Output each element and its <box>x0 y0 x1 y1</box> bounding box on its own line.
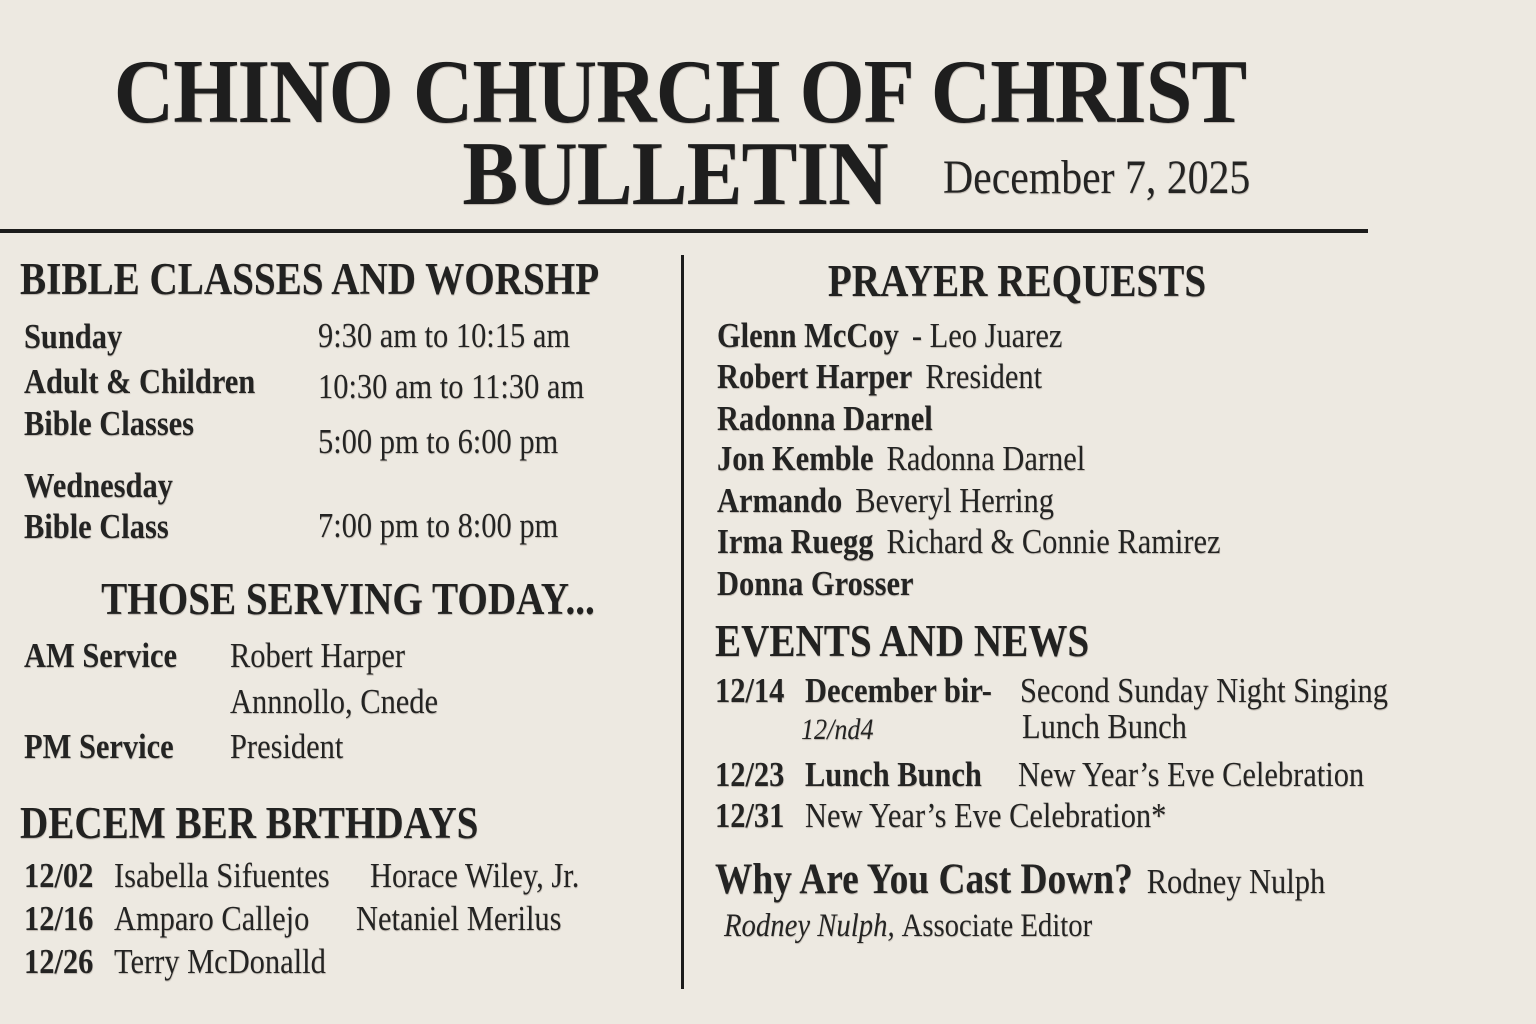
event-date: 12/31 <box>715 796 785 835</box>
prayer-name: Robert Harper <box>717 357 913 396</box>
serving-heading: THOSE SERVING TODAY... <box>101 574 595 624</box>
prayer-detail: - Leo Juarez <box>911 316 1063 355</box>
birthday-name: Isabella Sifuentes <box>114 856 330 895</box>
schedule-label: Adult & Children <box>24 362 256 401</box>
prayer-name: Armando <box>717 481 843 520</box>
article-author: Rodney Nulph <box>1146 862 1326 901</box>
birthday-name: Terry McDonalld <box>114 942 326 981</box>
birthdays-heading: DECEM BER BRTHDAYS <box>20 798 479 848</box>
birthday-name: Netaniel Merilus <box>356 899 562 938</box>
birthday-date: 12/26 <box>24 942 94 981</box>
article-title: Why Are You Cast Down? <box>715 856 1133 903</box>
prayer-name: Glenn McCoy <box>717 316 899 355</box>
bulletin-date: December 7, 2025 <box>943 151 1251 204</box>
prayer-name: Donna Grosser <box>717 564 914 603</box>
serving-pm-name: President <box>230 727 344 766</box>
prayer-name: Radonna Darnel <box>717 399 933 438</box>
event-date: 12/14 <box>715 671 785 710</box>
article-title-row <box>715 856 1325 903</box>
event-title: New Year’s Eve Celebration* <box>805 796 1167 835</box>
birthday-date: 12/16 <box>24 899 94 938</box>
event-note: Lunch Bunch <box>1022 707 1187 746</box>
events-heading: EVENTS AND NEWS <box>715 616 1090 666</box>
birthday-date: 12/02 <box>24 856 94 895</box>
serving-am-name: Robert Harper <box>230 636 406 675</box>
prayer-row <box>717 358 1042 397</box>
birthday-name: Amparo Callejo <box>114 899 310 938</box>
schedule-label: Sunday <box>24 317 123 356</box>
column-divider-line <box>681 255 684 989</box>
prayer-name: Irma Ruegg <box>717 522 874 561</box>
prayer-detail: Richard & Connie Ramirez <box>886 522 1221 561</box>
byline-role: Associate Editor <box>901 908 1093 944</box>
bible-classes-heading: BIBLE CLASSES AND WORSHP <box>20 254 600 304</box>
event-title: December bir- <box>805 671 992 710</box>
schedule-label: Wednesday <box>24 466 173 505</box>
prayer-name: Jon Kemble <box>717 439 874 478</box>
serving-am-label: AM Service <box>24 636 178 675</box>
event-date: 12/23 <box>715 755 785 794</box>
header-divider-line <box>0 229 1368 233</box>
prayer-detail: Beveryl Herring <box>855 481 1054 520</box>
prayer-detail: Rresident <box>925 357 1043 396</box>
serving-pm-label: PM Service <box>24 727 174 766</box>
byline-name: Rodney Nulph, <box>724 908 895 944</box>
prayer-row <box>717 440 1085 479</box>
schedule-time: 7:00 pm to 8:00 pm <box>318 506 559 545</box>
event-title: 12/nd4 <box>801 713 874 746</box>
page-title-line2: BULLETIN <box>462 123 888 224</box>
prayer-detail: Radonna Darnel <box>886 439 1086 478</box>
prayer-row <box>717 482 1054 521</box>
schedule-label: Bible Classes <box>24 404 195 443</box>
schedule-time: 10:30 am to 11:30 am <box>318 367 585 406</box>
prayer-requests-heading: PRAYER REQUESTS <box>827 256 1207 306</box>
prayer-row <box>717 400 933 439</box>
event-note: Second Sunday Night Singing <box>1020 671 1388 710</box>
schedule-label: Bible Class <box>24 507 169 546</box>
event-note: New Year’s Eve Celebration <box>1018 755 1365 794</box>
article-byline <box>724 908 1092 944</box>
prayer-row <box>717 523 1221 562</box>
schedule-time: 9:30 am to 10:15 am <box>318 316 571 355</box>
page-title-line1: CHINO CHURCH OF CHRIST <box>113 41 1247 142</box>
event-title: Lunch Bunch <box>805 755 982 794</box>
prayer-row <box>717 317 1062 356</box>
birthday-name: Horace Wiley, Jr. <box>370 856 580 895</box>
serving-am-name2: Annnollo, Cnede <box>230 682 439 721</box>
schedule-time: 5:00 pm to 6:00 pm <box>318 422 559 461</box>
prayer-row <box>717 565 914 604</box>
